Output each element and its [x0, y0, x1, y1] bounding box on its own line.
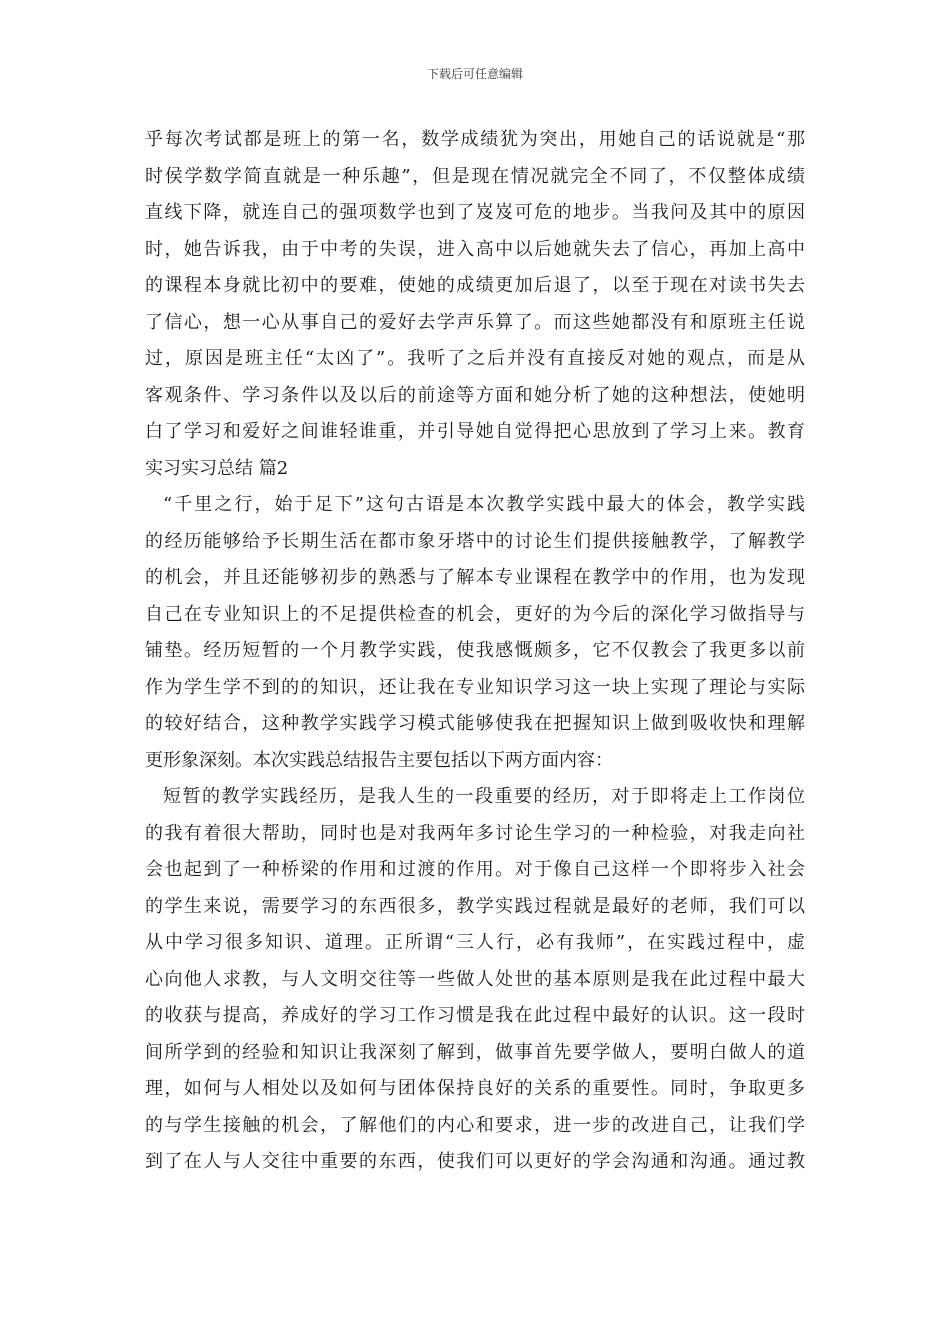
- text-line: 理，如何与人相处以及如何与团体保持良好的关系的重要性。同时，争取更多: [145, 1078, 805, 1099]
- text-line: 更形象深刻。本次实践总结报告主要包括以下两方面内容：: [145, 749, 613, 771]
- text-line: 会也起到了一种桥梁的作用和过渡的作用。对于像自己这样一个即将步入社会: [145, 859, 805, 880]
- text-line: 白了学习和爱好之间谁轻谁重，并引导她自觉得把心思放到了学习上来。教育: [145, 421, 805, 442]
- text-line: 从中学习很多知识、道理。正所谓“三人行，必有我师”，在实践过程中，虚: [145, 932, 805, 953]
- text-line: 客观条件、学习条件以及以后的前途等方面和她分析了她的这种想法，使她明: [145, 384, 805, 406]
- text-line: “千里之行，始于足下”这句古语是本次教学实践中最大的体会，教学实践: [163, 494, 805, 515]
- text-line: 时，她告诉我，由于中考的失误，进入高中以后她就失去了信心，再加上高中: [145, 238, 805, 260]
- text-line: 直线下降，就连自己的强项数学也到了岌岌可危的地步。当我问及其中的原因: [145, 202, 805, 223]
- text-line: 乎每次考试都是班上的第一名，数学成绩犹为突出，用她自己的话说就是“那: [145, 129, 805, 150]
- text-line: 过，原因是班主任“太凶了”。我听了之后并没有直接反对她的观点，而是从: [145, 348, 805, 369]
- text-line: 的课程本身就比初中的要难，使她的成绩更加后退了，以至于现在对读书失去: [145, 275, 805, 296]
- text-line: 的较好结合，这种教学实践学习模式能够使我在把握知识上做到吸收快和理解: [145, 713, 805, 734]
- text-line: 的收获与提高，养成好的学习工作习惯是我在此过程中最好的认识。这一段时: [145, 1005, 805, 1026]
- text-line: 的经历能够给予长期生活在都市象牙塔中的讨论生们提供接触教学，了解教学: [145, 530, 805, 552]
- page-header: 下载后可任意编辑: [426, 67, 523, 81]
- text-line: 铺垫。经历短暂的一个月教学实践，使我感慨颇多，它不仅教会了我更多以前: [145, 640, 805, 661]
- text-line: 间所学到的经验和知识让我深刻了解到，做事首先要学做人，要明白做人的道: [145, 1041, 805, 1063]
- text-line: 到了在人与人交往中重要的东西，使我们可以更好的学会沟通和沟通。通过教: [145, 1151, 805, 1172]
- text-line: 的学生来说，需要学习的东西很多，教学实践过程就是最好的老师，我们可以: [145, 895, 805, 917]
- text-line: 作为学生学不到的的知识，还让我在专业知识学习这一块上实现了理论与实际: [145, 676, 805, 698]
- text-line: 心向他人求教，与人文明交往等一些做人处世的基本原则是我在此过程中最大: [145, 968, 805, 990]
- section-heading: 实习实习总结 篇2: [145, 457, 289, 479]
- text-line: 短暂的教学实践经历，是我人生的一段重要的经历，对于即将走上工作岗位: [163, 786, 805, 807]
- text-line: 的与学生接触的机会，了解他们的内心和要求，进一步的改进自己，让我们学: [145, 1114, 805, 1136]
- text-line: 的机会，并且还能够初步的熟悉与了解本专业课程在教学中的作用，也为发现: [145, 567, 805, 588]
- text-line: 时侯学数学简直就是一种乐趣”，但是现在情况就完全不同了，不仅整体成绩: [145, 165, 805, 187]
- text-line: 了信心，想一心从事自己的爱好去学声乐算了。而这些她都没有和原班主任说: [145, 311, 805, 333]
- document-body: [145, 122, 805, 1181]
- text-line: 的我有着很大帮助，同时也是对我两年多讨论生学习的一种检验，对我走向社: [145, 822, 805, 844]
- text-line: 自己在专业知识上的不足提供检查的机会，更好的为今后的深化学习做指导与: [145, 603, 805, 625]
